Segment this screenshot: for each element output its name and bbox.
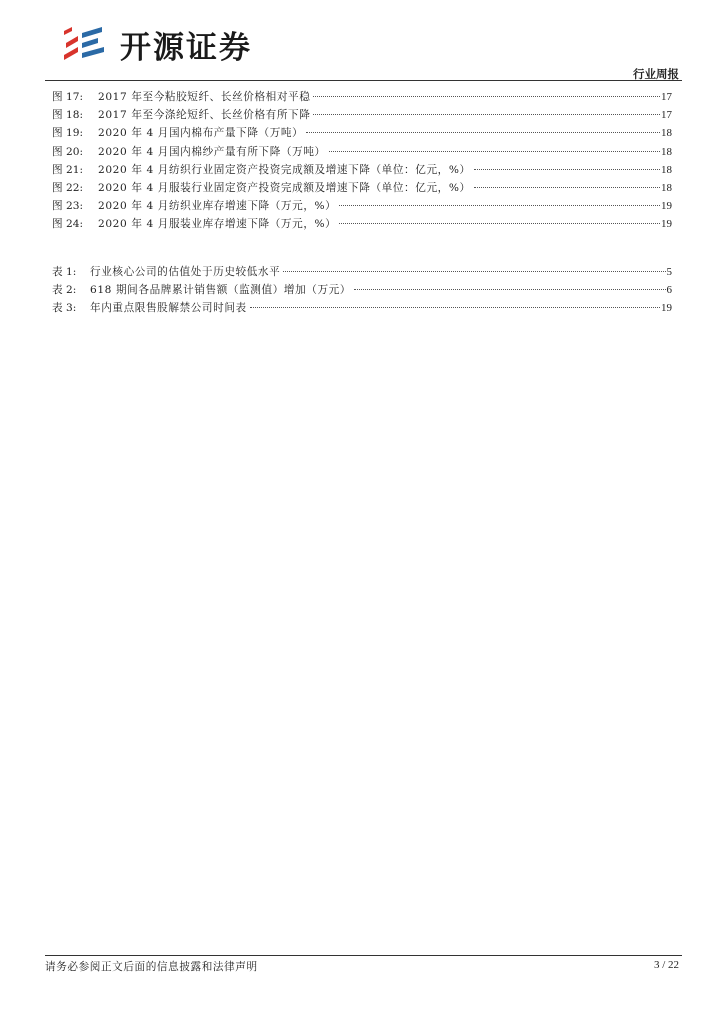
figure-title: 2020 年 4 月纺织行业固定资产投资完成额及增速下降（单位：亿元，%） (98, 163, 471, 176)
figure-title: 2020 年 4 月国内棉纱产量有所下降（万吨） (98, 145, 326, 158)
page-number: 17 (661, 109, 672, 122)
page-number: 17 (661, 91, 672, 103)
kaiyuan-logo-mark-icon (58, 25, 110, 65)
table-label: 表 1: (52, 266, 77, 278)
report-type-label: 行业周报 (633, 67, 679, 81)
page-number: 18 (661, 145, 672, 158)
page-indicator: 3 / 22 (653, 959, 679, 971)
toc-entry-figure-18[interactable] (52, 107, 672, 125)
figure-label: 图 21: (52, 163, 84, 176)
page-number: 19 (661, 302, 672, 315)
dot-leader (306, 132, 660, 133)
table-index (52, 264, 672, 319)
dot-leader (474, 187, 660, 188)
toc-entry-table-2[interactable] (52, 282, 672, 300)
brand-logo (58, 22, 252, 67)
page-number: 18 (661, 127, 672, 140)
page-number: 6 (666, 284, 672, 297)
figure-label: 图 22: (52, 181, 84, 194)
page-header (0, 0, 724, 82)
figure-title: 2020 年 4 月服装行业固定资产投资完成额及增速下降（单位：亿元，%） (98, 181, 471, 194)
dot-leader (339, 205, 660, 206)
table-title: 年内重点限售股解禁公司时间表 (90, 302, 247, 315)
dot-leader (354, 289, 665, 290)
figure-label: 图 18: (52, 109, 84, 122)
table-label: 表 2: (52, 284, 77, 297)
dot-leader (339, 223, 660, 224)
brand-name: 开源证券 (120, 30, 252, 66)
table-title: 618 期间各品牌累计销售额（监测值）增加（万元） (90, 284, 352, 297)
figure-label: 图 17: (52, 91, 84, 103)
dot-leader (283, 271, 665, 272)
page-number: 19 (661, 218, 672, 231)
figure-title: 2020 年 4 月纺织业库存增速下降（万元，%） (98, 200, 337, 213)
toc-entry-figure-17[interactable] (52, 89, 672, 107)
dot-leader (250, 307, 660, 308)
figure-title: 2020 年 4 月服装业库存增速下降（万元，%） (98, 218, 337, 231)
figure-title: 2017 年至今涤纶短纤、长丝价格有所下降 (98, 109, 311, 122)
table-title: 行业核心公司的估值处于历史较低水平 (90, 266, 281, 278)
dot-leader (329, 151, 660, 152)
toc-entry-table-3[interactable] (52, 300, 672, 318)
figure-label: 图 20: (52, 145, 84, 158)
page-number: 5 (666, 266, 672, 278)
figure-title: 2017 年至今粘胶短纤、长丝价格相对平稳 (98, 91, 311, 103)
page-number: 19 (661, 200, 672, 213)
dot-leader (474, 169, 660, 170)
toc-entry-figure-21[interactable] (52, 162, 672, 180)
page-number: 18 (661, 163, 672, 176)
figure-label: 图 23: (52, 200, 84, 213)
figure-title: 2020 年 4 月国内棉布产量下降（万吨） (98, 127, 304, 140)
dot-leader (313, 96, 660, 97)
table-label: 表 3: (52, 302, 77, 315)
figure-label: 图 24: (52, 218, 84, 231)
toc-entry-figure-19[interactable] (52, 125, 672, 143)
dot-leader (313, 114, 660, 115)
toc-entry-figure-20[interactable] (52, 144, 672, 162)
figure-index (52, 89, 672, 235)
page-number: 18 (661, 181, 672, 194)
footer-disclaimer: 请务必参阅正文后面的信息披露和法律声明 (45, 961, 258, 973)
header-divider (45, 80, 682, 81)
footer-divider (45, 955, 682, 956)
figure-label: 图 19: (52, 127, 84, 140)
toc-entry-figure-24[interactable] (52, 216, 672, 234)
toc-entry-figure-23[interactable] (52, 198, 672, 216)
toc-entry-table-1[interactable] (52, 264, 672, 282)
toc-entry-figure-22[interactable] (52, 180, 672, 198)
